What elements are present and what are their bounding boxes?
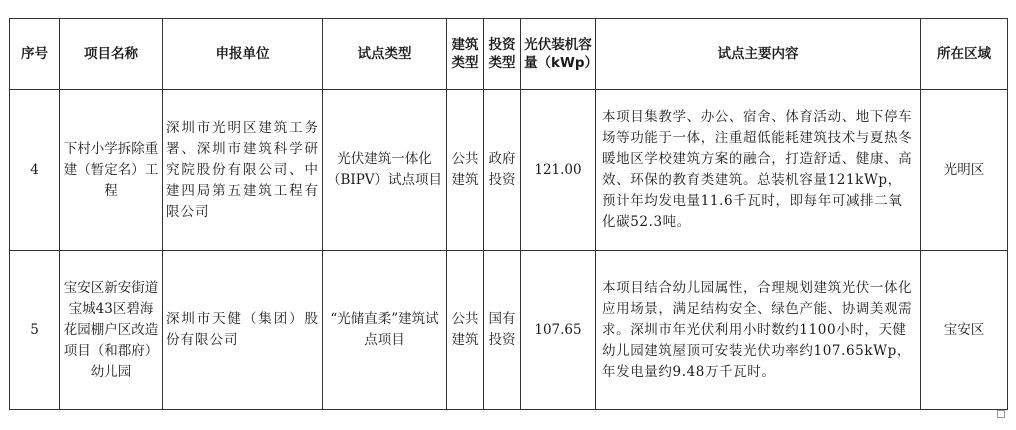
cell-pilot-type: 光伏建筑一体化（BIPV）试点项目 bbox=[323, 90, 447, 251]
header-invest-type: 投资类型 bbox=[484, 19, 521, 90]
cell-name: 宝安区新安街道宝城43区碧海花园棚户区改造项目（和郡府）幼儿园 bbox=[60, 251, 163, 410]
cell-unit: 深圳市光明区建筑工务署、深圳市建筑科学研究院股份有限公司、中建四局第五建筑工程有限公司 bbox=[163, 90, 323, 251]
header-content: 试点主要内容 bbox=[596, 19, 921, 90]
header-region: 所在区域 bbox=[921, 19, 1008, 90]
cell-capacity: 121.00 bbox=[521, 90, 596, 251]
table-row bbox=[10, 90, 1008, 251]
cell-seq: 4 bbox=[10, 90, 60, 251]
table-header-row bbox=[10, 19, 1008, 90]
cell-building-type: 公共建筑 bbox=[447, 251, 484, 410]
table-row bbox=[10, 251, 1008, 410]
cell-building-type: 公共建筑 bbox=[447, 90, 484, 251]
cell-invest-type: 政府投资 bbox=[484, 90, 521, 251]
cell-unit: 深圳市天健（集团）股份有限公司 bbox=[163, 251, 323, 410]
pilot-projects-table bbox=[9, 18, 1008, 410]
header-seq: 序号 bbox=[10, 19, 60, 90]
header-pilot-type: 试点类型 bbox=[323, 19, 447, 90]
header-unit: 申报单位 bbox=[163, 19, 323, 90]
cell-region: 光明区 bbox=[921, 90, 1008, 251]
header-capacity: 光伏装机容量（kWp） bbox=[521, 19, 596, 90]
paragraph-mark bbox=[997, 410, 1005, 418]
header-building-type: 建筑类型 bbox=[447, 19, 484, 90]
cell-content: 本项目结合幼儿园属性，合理规划建筑光伏一体化应用场景，满足结构安全、绿色产能、协调美观需求。深圳市年光伏利用小时数约1100小时，天健幼儿园建筑屋顶可安装光伏功率约107.65kWp，年发电量约9.48万千瓦时。 bbox=[596, 251, 921, 410]
cell-invest-type: 国有投资 bbox=[484, 251, 521, 410]
header-name: 项目名称 bbox=[60, 19, 163, 90]
cell-pilot-type: “光储直柔”建筑试点项目 bbox=[323, 251, 447, 410]
cell-content: 本项目集教学、办公、宿舍、体育活动、地下停车场等功能于一体，注重超低能耗建筑技术与夏热冬暖地区学校建筑方案的融合，打造舒适、健康、高效、环保的教育类建筑。总装机容量121kWp，预计年均发电量11.6千瓦时，即每年可减排二氧化碳52.3吨。 bbox=[596, 90, 921, 251]
cell-seq: 5 bbox=[10, 251, 60, 410]
cell-name: 下村小学拆除重建（暂定名）工程 bbox=[60, 90, 163, 251]
cell-capacity: 107.65 bbox=[521, 251, 596, 410]
cell-region: 宝安区 bbox=[921, 251, 1008, 410]
